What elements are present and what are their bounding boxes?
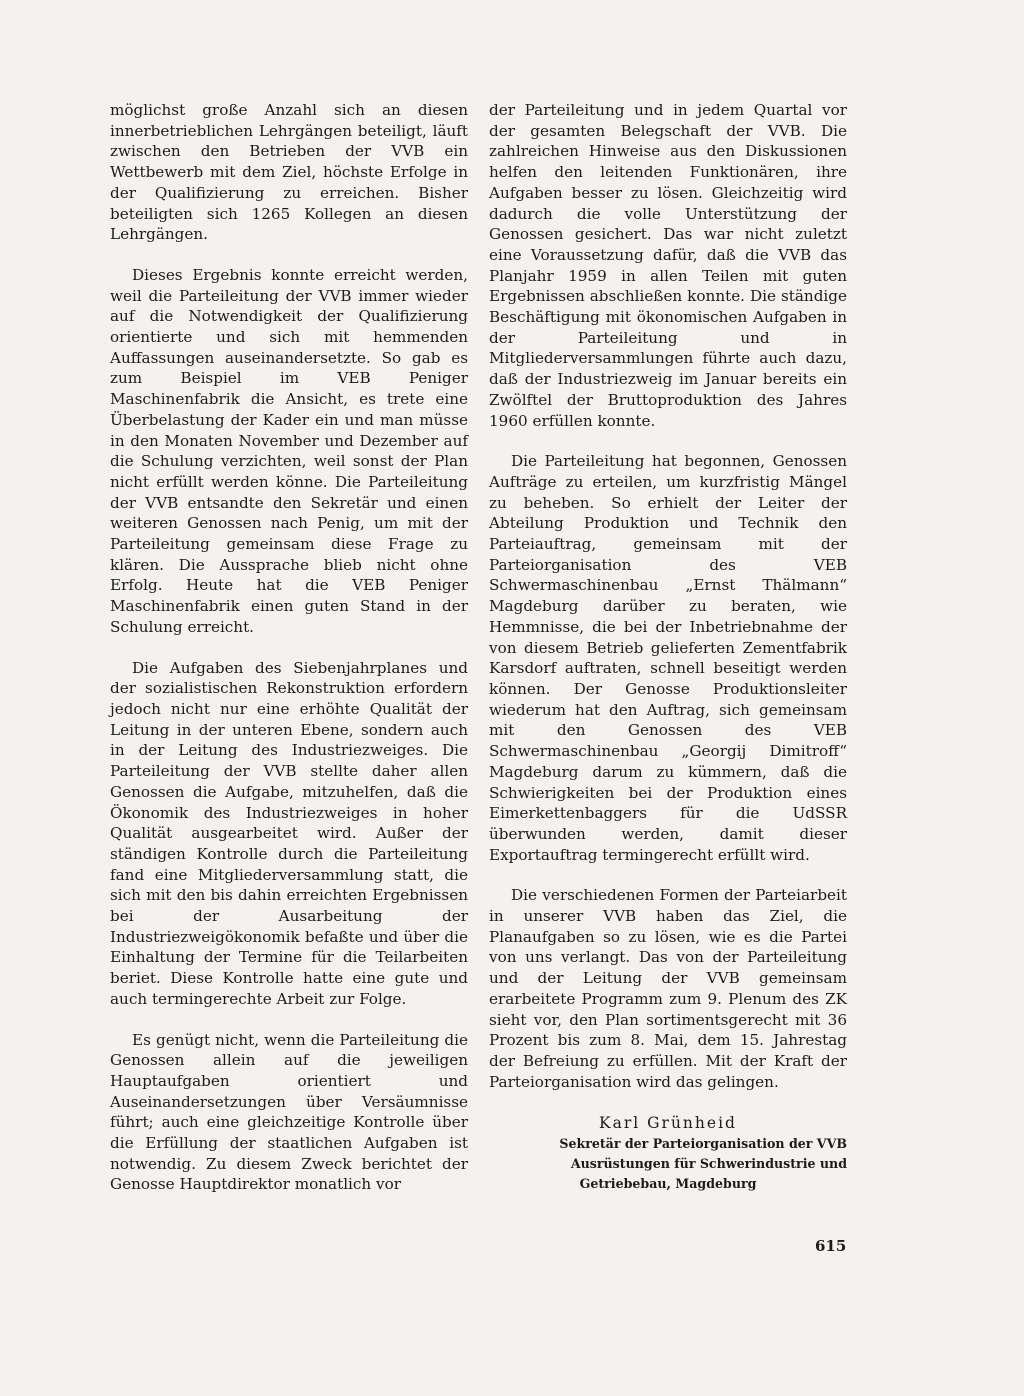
- paragraph: Dieses Ergebnis konnte erreicht werden, weil die Parteileitung der VVB immer wieder auf die Notwendigkeit der Qualifizierung orientierte und sich mit hemmenden Auffassungen auseinandersetzte. So gab es zum Beispiel im VEB Peniger Maschinenfabrik die Ansicht, es trete eine Überbelastung der Kader ein und man müsse in den Monaten November und Dezember auf die Schulung verzichten, weil sonst der Plan nicht erfüllt werden könne. Die Parteileitung der VVB entsandte den Sekretär und einen weiteren Genossen nach Penig, um mit der Parteileitung gemeinsam diese Frage zu klären. Die Aussprache blieb nicht ohne Erfolg. Heute hat die VEB Peniger Maschinenfabrik einen guten Stand in der Schulung erreicht.: [110, 265, 468, 636]
- author-name: Karl Grünheid: [599, 1114, 737, 1133]
- paragraph: der Parteileitung und in jedem Quartal vor der gesamten Belegschaft der VVB. Die zahlreichen Hinweise aus den Diskussionen helfen den leitenden Funktionären, ihre Aufgaben besser zu lösen. Gleichzeitig wird dadurch die volle Unterstützung der Genossen gesichert. Das war nicht zuletzt eine Voraussetzung dafür, daß die VVB das Planjahr 1959 in allen Teilen mit guten Ergebnissen abschließen konnte. Die ständige Beschäftigung mit ökonomischen Aufgaben in der Parteileitung und in Mitgliederversammlungen führte auch dazu, daß der Industriezweig im Januar bereits ein Zwölftel der Bruttoproduktion des Jahres 1960 erfüllen konnte.: [489, 101, 847, 430]
- right-column: [489, 100, 847, 1194]
- author-title-line: Getriebebau, Magdeburg: [579, 1176, 757, 1192]
- paragraph: möglichst große Anzahl sich an diesen innerbetrieblichen Lehrgängen beteiligt, läuft zwischen den Betrieben der VVB ein Wettbewerb mit dem Ziel, höchste Erfolge in der Qualifizierung zu erreichen. Bisher beteiligten sich 1265 Kollegen an diesen Lehrgängen.: [110, 101, 468, 244]
- author-title-line: Sekretär der Parteiorganisation der VVB: [559, 1136, 847, 1152]
- author-signature-block: [489, 1112, 847, 1194]
- paragraph: Die verschiedenen Formen der Parteiarbeit in unserer VVB haben das Ziel, die Planaufgaben so zu lösen, wie es die Partei von uns verlangt. Das von der Parteileitung und der Leitung der VVB gemeinsam erarbeitete Programm zum 9. Plenum des ZK sieht vor, den Plan sortimentsgerecht mit 36 Prozent bis zum 8. Mai, dem 15. Jahrestag der Befreiung zu erfüllen. Mit der Kraft der Parteiorganisation wird das gelingen.: [489, 886, 847, 1091]
- paragraph: Die Aufgaben des Siebenjahrplanes und der sozialistischen Rekonstruktion erfordern jedoch nicht nur eine erhöhte Qualität der Leitung in der unteren Ebene, sondern auch in der Leitung des Industriezweiges. Die Parteileitung der VVB stellte daher allen Genossen die Aufgabe, mitzuhelfen, daß die Ökonomik des Industriezweiges in hoher Qualität ausgearbeitet wird. Außer der ständigen Kontrolle durch die Parteileitung fand eine Mitgliederversammlung statt, die sich mit den bis dahin erreichten Ergebnissen bei der Ausarbeitung der Industriezweigökonomik befaßte und über die Einhaltung der Termine für die Teilarbeiten beriet. Diese Kontrolle hatte eine gute und auch termingerechte Arbeit zur Folge.: [110, 658, 468, 1008]
- left-column: [110, 100, 468, 1215]
- paragraph: Die Parteileitung hat begonnen, Genossen Aufträge zu erteilen, um kurzfristig Mängel zu beheben. So erhielt der Leiter der Abteilung Produktion und Technik den Parteiauftrag, gemeinsam mit der Parteiorganisation des VEB Schwermaschinenbau „Ernst Thälmann“ Magdeburg darüber zu beraten, wie Hemmnisse, die bei der Inbetriebnahme der von diesem Betrieb gelieferten Zementfabrik Karsdorf auftraten, schnell beseitigt werden können. Der Genosse Produktionsleiter wiederum hat den Auftrag, sich gemeinsam mit den Genossen des VEB Schwermaschinenbau „Georgij Dimitroff“ Magdeburg darum zu kümmern, daß die Schwierigkeiten bei der Produktion eines Eimerkettenbaggers für die UdSSR überwunden werden, damit dieser Exportauftrag termingerecht erfüllt wird.: [489, 452, 847, 864]
- page-number: 615: [815, 1237, 847, 1255]
- paragraph: Es genügt nicht, wenn die Parteileitung die Genossen allein auf die jeweiligen Hauptaufgaben orientiert und Auseinandersetzungen über Versäumnisse führt; auch eine gleichzeitige Kontrolle über die Erfüllung der staatlichen Aufgaben ist notwendig. Zu diesem Zweck berichtet der Genosse Hauptdirektor monatlich vor: [110, 1030, 468, 1194]
- author-title-line: Ausrüstungen für Schwerindustrie und: [570, 1156, 847, 1172]
